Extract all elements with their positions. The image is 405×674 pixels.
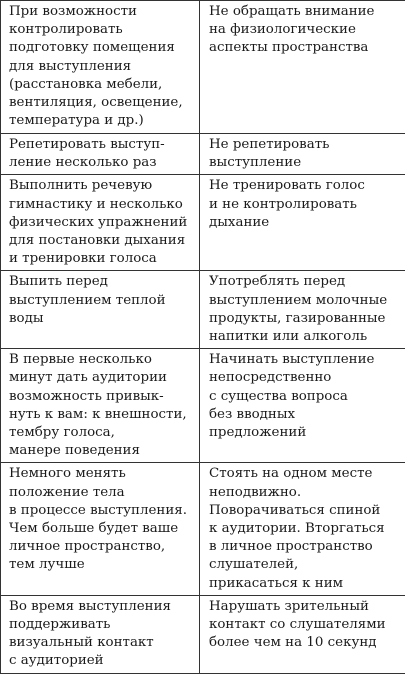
dont-cell xyxy=(200,463,405,595)
do-text: В первые несколько минут дать аудитории возможность привык- нуть к вам: к внешности, тембру голоса, манере поведения xyxy=(9,351,195,460)
table-row xyxy=(1,134,405,175)
dont-text: Стоять на одном месте неподвижно. Поворачиваться спиной к аудитории. Вторгаться в личное пространство слушателей, прикасаться к ним xyxy=(209,465,401,592)
do-text: При возможности контролировать подготовку помещения для выступления (расстановка мебели, вентиляция, освещение, температура и др.) xyxy=(9,3,195,130)
do-cell xyxy=(1,463,200,595)
dont-text: Начинать выступление непосредственно с существа вопроса без вводных предложений xyxy=(209,351,401,442)
do-text: Во время выступления поддерживать визуальный контакт с аудиторией xyxy=(9,598,195,671)
dont-cell xyxy=(200,595,405,673)
dont-text: Нарушать зрительный контакт со слушателями более чем на 10 секунд xyxy=(209,598,401,653)
table-row xyxy=(1,271,405,349)
table-row xyxy=(1,1,405,134)
do-text: Выполнить речевую гимнастику и несколько физических упражнений для постановки дыхания и тренировки голоса xyxy=(9,177,195,268)
do-cell xyxy=(1,595,200,673)
dont-text: Не репетировать выступление xyxy=(209,136,401,172)
dont-cell xyxy=(200,1,405,134)
do-cell xyxy=(1,349,200,463)
do-text: Выпить перед выступлением теплой воды xyxy=(9,273,195,328)
do-text: Немного менять положение тела в процессе выступления. Чем больше будет ваше личное пространство, тем лучше xyxy=(9,465,195,574)
dont-text: Не обращать внимание на физиологические аспекты пространства xyxy=(209,3,401,58)
dont-cell xyxy=(200,134,405,175)
dont-text: Употреблять перед выступлением молочные продукты, газированные напитки или алкоголь xyxy=(209,273,401,346)
do-cell xyxy=(1,134,200,175)
do-cell xyxy=(1,175,200,271)
table-row xyxy=(1,349,405,463)
dont-cell xyxy=(200,349,405,463)
table-row xyxy=(1,595,405,673)
do-text: Репетировать выступ- ление несколько раз xyxy=(9,136,195,172)
dont-cell xyxy=(200,271,405,349)
table-row xyxy=(1,463,405,595)
dont-text: Не тренировать голос и не контролировать дыхание xyxy=(209,177,401,232)
do-cell xyxy=(1,271,200,349)
table-row xyxy=(1,175,405,271)
do-cell xyxy=(1,1,200,134)
dont-cell xyxy=(200,175,405,271)
